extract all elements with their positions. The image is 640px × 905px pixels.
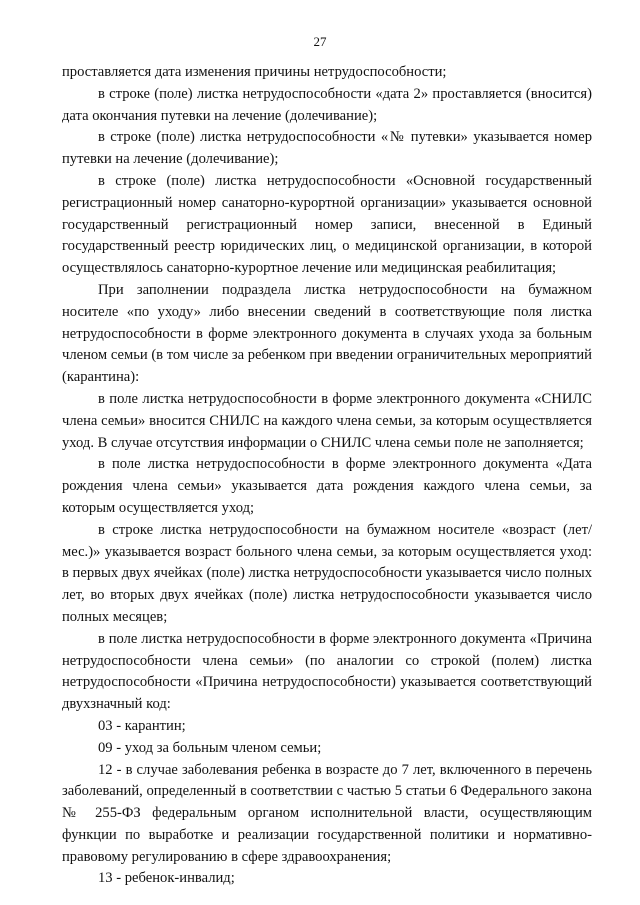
list-item: 13 - ребенок-инвалид; bbox=[98, 870, 235, 887]
paragraph: в строке листка нетрудоспособности на бумажном носителе «возраст (лет/мес.)» указывается возраст больного члена семьи, за которым осуществляется уход: в первых двух ячейках (поле) листка нетрудоспособности указывается число полных лет, во вторых двух ячейках (поле) листка нетрудоспособности указывается число полных месяцев; bbox=[62, 521, 593, 625]
paragraph: в строке (поле) листка нетрудоспособности «Основной государственный регистрационный номер санаторно-курортной организации» указывается основной государственный регистрационный номер записи, внесенной в Единый государственный реестр юридических лиц, о медицинской организации, в которой осуществлялось санаторно-курортное лечение или медицинская реабилитация; bbox=[62, 172, 592, 277]
paragraph: проставляется дата изменения причины нетрудоспособности; bbox=[62, 64, 447, 80]
page-number: 27 bbox=[313, 34, 327, 49]
paragraph: в поле листка нетрудоспособности в форме электронного документа «СНИЛС члена семьи» вносится СНИЛС на каждого члена семьи, за которым осуществляется уход. В случае отсутствия информации о СНИЛС члена семьи поле не заполняется; bbox=[62, 390, 592, 451]
paragraph: При заполнении подраздела листка нетрудоспособности на бумажном носителе «по уходу» либо внесении сведений в соответствующие поля листка нетрудоспособности в форме электронного документа в случаях ухода за больным членом семьи (в том числе за ребенком при введении ограничительных мероприятий (карантина): bbox=[62, 281, 592, 386]
document-body bbox=[62, 62, 592, 890]
list-item: 12 - в случае заболевания ребенка в возрасте до 7 лет, включенного в перечень заболеваний, определенный в соответствии с частью 5 статьи 6 Федерального закона № 255-ФЗ федеральным органом исполнительной власти, осуществляющим функции по выработке и реализации государственной политики и нормативно-правовому регулированию в сфере здравоохранения; bbox=[62, 761, 592, 865]
list-item: 09 - уход за больным членом семьи; bbox=[98, 739, 322, 756]
paragraph: в строке (поле) листка нетрудоспособности «№ путевки» указывается номер путевки на лечение (долечивание); bbox=[62, 129, 592, 168]
paragraph: в поле листка нетрудоспособности в форме электронного документа «Дата рождения члена семьи» указывается дата рождения каждого члена семьи, за которым осуществляется уход; bbox=[62, 456, 592, 516]
paragraph: в строке (поле) листка нетрудоспособности «дата 2» проставляется (вносится) дата окончания путевки на лечение (долечивание); bbox=[62, 85, 592, 124]
list-item: 03 - карантин; bbox=[98, 717, 186, 734]
paragraph: в поле листка нетрудоспособности в форме электронного документа «Причина нетрудоспособности члена семьи» (по аналогии со строкой (полем) листка нетрудоспособности «Причина нетрудоспособности) указывается соответствующий двухзначный код: bbox=[62, 630, 592, 713]
